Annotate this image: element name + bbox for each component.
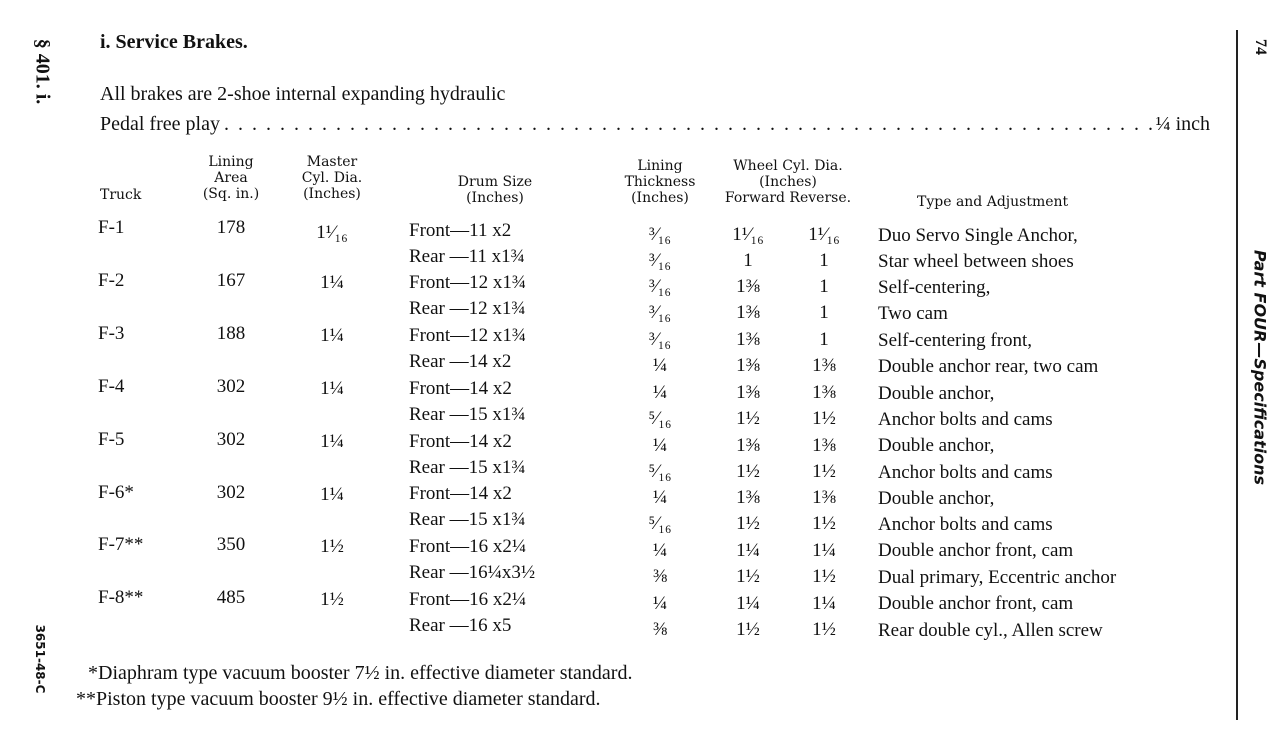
- lining-thickness: ³⁄₁₆: [648, 302, 672, 323]
- type-adjustment: Anchor bolts and cams: [878, 514, 1053, 535]
- header-drum-size: Drum Size (Inches): [457, 174, 533, 206]
- wheel-cyl-reverse: 1½: [812, 408, 836, 429]
- lining-thickness: ¼: [652, 382, 668, 403]
- drum-size: Front—11 x2: [409, 220, 512, 241]
- master-cyl-dia: 1¹⁄₁₆: [316, 222, 348, 243]
- drum-size: Rear —11 x1¾: [409, 246, 525, 267]
- drum-size: Rear —12 x1¾: [409, 298, 526, 319]
- drum-size: Front—16 x2¼: [409, 589, 527, 610]
- lining-thickness: ¼: [652, 355, 668, 376]
- section-reference: § 401. i.: [31, 38, 54, 105]
- wheel-cyl-forward: 1⅜: [736, 329, 760, 350]
- drum-size: Front—14 x2: [409, 431, 512, 452]
- wheel-cyl-reverse: 1¹⁄₁₆: [808, 224, 840, 245]
- wheel-cyl-reverse: 1: [819, 302, 829, 323]
- wheel-cyl-forward: 1¼: [736, 593, 760, 614]
- lining-thickness: ⅜: [652, 619, 668, 640]
- wheel-cyl-reverse: 1⅜: [812, 355, 836, 376]
- wheel-cyl-reverse: 1: [819, 276, 829, 297]
- type-adjustment: Anchor bolts and cams: [878, 462, 1053, 483]
- truck-name: F-5: [98, 429, 125, 450]
- type-adjustment: Dual primary, Eccentric anchor: [878, 567, 1117, 588]
- wheel-cyl-reverse: 1⅜: [812, 382, 836, 403]
- lining-area: 302: [216, 429, 246, 450]
- master-cyl-dia: 1½: [320, 536, 344, 557]
- truck-name: F-7**: [98, 534, 144, 555]
- wheel-cyl-forward: 1½: [736, 461, 760, 482]
- master-cyl-dia: 1¼: [320, 378, 344, 399]
- wheel-cyl-reverse: 1½: [812, 513, 836, 534]
- pedal-free-play-line: [100, 113, 1210, 136]
- lining-thickness: ¼: [652, 593, 668, 614]
- lining-thickness: ⁵⁄₁₆: [648, 513, 672, 534]
- header-wheel-cyl: Wheel Cyl. Dia. (Inches) Forward Reverse.: [724, 158, 852, 206]
- truck-name: F-4: [98, 376, 125, 397]
- wheel-cyl-reverse: 1½: [812, 461, 836, 482]
- master-cyl-dia: 1¼: [320, 272, 344, 293]
- lining-thickness: ⁵⁄₁₆: [648, 408, 672, 429]
- truck-name: F-8**: [98, 587, 144, 608]
- pedal-label: Pedal free play: [100, 113, 220, 135]
- wheel-cyl-forward: 1¹⁄₁₆: [732, 224, 764, 245]
- document-code: 3651-48-C: [33, 624, 47, 694]
- drum-size: Rear —15 x1¾: [409, 404, 526, 425]
- truck-name: F-2: [98, 270, 125, 291]
- truck-name: F-3: [98, 323, 125, 344]
- type-adjustment: Star wheel between shoes: [878, 251, 1074, 272]
- wheel-cyl-reverse: 1¼: [812, 540, 836, 561]
- wheel-cyl-reverse: 1¼: [812, 593, 836, 614]
- lining-thickness: ¼: [652, 435, 668, 456]
- master-cyl-dia: 1½: [320, 589, 344, 610]
- type-adjustment: Self-centering,: [878, 277, 991, 298]
- lining-area: 302: [216, 376, 246, 397]
- type-adjustment: Double anchor,: [878, 383, 995, 404]
- header-lining-area: Lining Area (Sq. in.): [202, 154, 260, 202]
- right-margin-rule: [1236, 30, 1238, 720]
- wheel-cyl-forward: 1⅜: [736, 487, 760, 508]
- truck-name: F-1: [98, 217, 125, 238]
- type-adjustment: Double anchor rear, two cam: [878, 356, 1099, 377]
- drum-size: Rear —16 x5: [409, 615, 512, 636]
- truck-name: F-6*: [98, 482, 134, 503]
- drum-size: Front—12 x1¾: [409, 272, 527, 293]
- drum-size: Rear —15 x1¾: [409, 457, 526, 478]
- type-adjustment: Double anchor,: [878, 435, 995, 456]
- wheel-cyl-reverse: 1⅜: [812, 435, 836, 456]
- lining-area: 350: [216, 534, 246, 555]
- master-cyl-dia: 1¼: [320, 484, 344, 505]
- wheel-cyl-reverse: 1½: [812, 566, 836, 587]
- type-adjustment: Anchor bolts and cams: [878, 409, 1053, 430]
- wheel-cyl-reverse: 1½: [812, 619, 836, 640]
- lining-area: 485: [216, 587, 246, 608]
- drum-size: Front—14 x2: [409, 378, 512, 399]
- drum-size: Rear —14 x2: [409, 351, 512, 372]
- lining-thickness: ¼: [652, 540, 668, 561]
- lining-thickness: ³⁄₁₆: [648, 224, 672, 245]
- drum-size: Front—16 x2¼: [409, 536, 527, 557]
- footnote-diaphragm: *Diaphram type vacuum booster 7½ in. effective diameter standard.: [88, 662, 633, 684]
- footnote-piston: **Piston type vacuum booster 9½ in. effective diameter standard.: [76, 688, 601, 710]
- header-truck: Truck: [100, 187, 142, 203]
- wheel-cyl-forward: 1⅜: [736, 302, 760, 323]
- wheel-cyl-forward: 1⅜: [736, 355, 760, 376]
- wheel-cyl-forward: 1: [743, 250, 753, 271]
- wheel-cyl-forward: 1⅜: [736, 435, 760, 456]
- master-cyl-dia: 1¼: [320, 431, 344, 452]
- intro-line: All brakes are 2-shoe internal expanding hydraulic: [100, 83, 506, 105]
- wheel-cyl-forward: 1½: [736, 408, 760, 429]
- type-adjustment: Double anchor front, cam: [878, 593, 1074, 614]
- wheel-cyl-forward: 1⅜: [736, 276, 760, 297]
- lining-thickness: ⅜: [652, 566, 668, 587]
- drum-size: Rear —15 x1¾: [409, 509, 526, 530]
- master-cyl-dia: 1¼: [320, 325, 344, 346]
- wheel-cyl-forward: 1½: [736, 513, 760, 534]
- leader-dots: [224, 113, 1152, 136]
- type-adjustment: Double anchor front, cam: [878, 540, 1074, 561]
- lining-thickness: ³⁄₁₆: [648, 276, 672, 297]
- lining-thickness: ¼: [652, 487, 668, 508]
- type-adjustment: Rear double cyl., Allen screw: [878, 620, 1103, 641]
- wheel-cyl-forward: 1¼: [736, 540, 760, 561]
- header-lining-thickness: Lining Thickness (Inches): [624, 158, 696, 206]
- drum-size: Front—12 x1¾: [409, 325, 527, 346]
- type-adjustment: Double anchor,: [878, 488, 995, 509]
- lining-thickness: ³⁄₁₆: [648, 329, 672, 350]
- section-heading: i. Service Brakes.: [100, 31, 248, 53]
- wheel-cyl-forward: 1⅜: [736, 382, 760, 403]
- wheel-cyl-reverse: 1⅜: [812, 487, 836, 508]
- wheel-cyl-forward: 1½: [736, 566, 760, 587]
- lining-thickness: ⁵⁄₁₆: [648, 461, 672, 482]
- type-adjustment: Duo Servo Single Anchor,: [878, 225, 1078, 246]
- lining-area: 302: [216, 482, 246, 503]
- page-number: 74: [1252, 39, 1269, 55]
- drum-size: Front—14 x2: [409, 483, 512, 504]
- part-title: Part FOUR—Specifications: [1250, 249, 1270, 486]
- header-master-cyl: Master Cyl. Dia. (Inches): [301, 154, 363, 202]
- wheel-cyl-reverse: 1: [819, 250, 829, 271]
- wheel-cyl-reverse: 1: [819, 329, 829, 350]
- lining-area: 167: [216, 270, 246, 291]
- lining-area: 188: [216, 323, 246, 344]
- lining-area: 178: [216, 217, 246, 238]
- lining-thickness: ³⁄₁₆: [648, 250, 672, 271]
- wheel-cyl-forward: 1½: [736, 619, 760, 640]
- type-adjustment: Self-centering front,: [878, 330, 1033, 351]
- header-type-adjustment: Type and Adjustment: [917, 194, 1069, 210]
- drum-size: Rear —16¼x3½: [409, 562, 536, 583]
- pedal-value: ¼ inch: [1155, 113, 1210, 135]
- type-adjustment: Two cam: [878, 303, 948, 324]
